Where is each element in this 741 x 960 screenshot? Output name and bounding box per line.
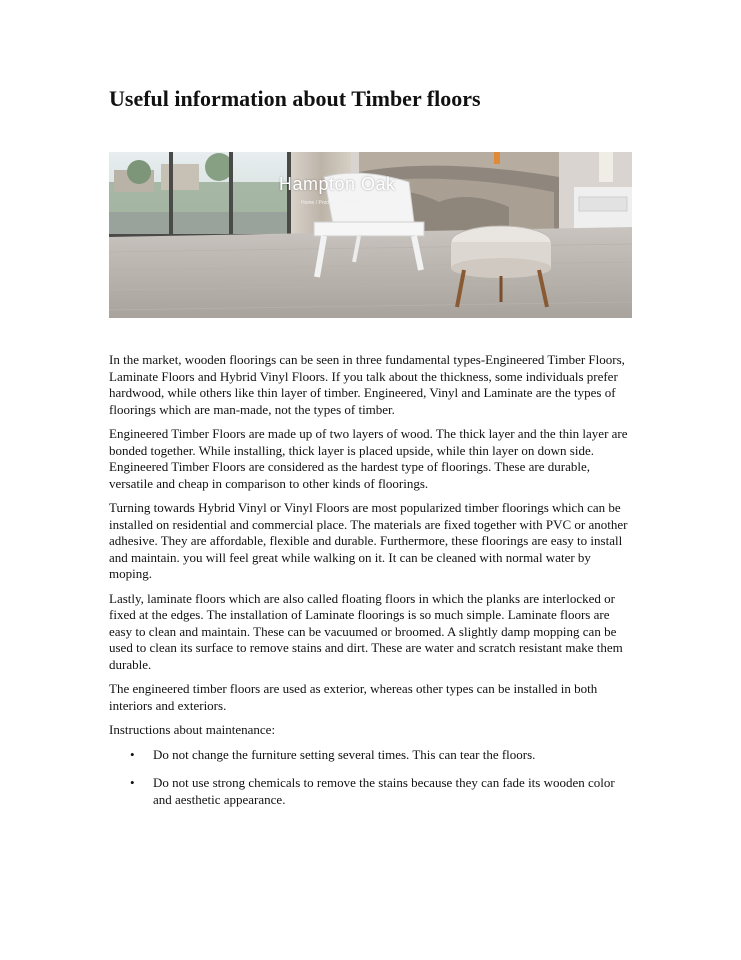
list-item-text: Do not change the furniture setting several times. This can tear the floors. xyxy=(153,746,536,762)
list-item xyxy=(109,747,629,764)
list-item xyxy=(109,775,629,808)
hero-title: Hampton Oak xyxy=(279,174,396,194)
paragraph: In the market, wooden floorings can be seen in three fundamental types-Engineered Timber Floors, Laminate Floors and Hybrid Vinyl Floors. If you talk about the thickness, some individuals prefer hardwood, while others like thin layer of timber. Engineered, Vinyl and Laminate are the types of floorings which are man-made, not the types of timber. xyxy=(109,352,625,417)
hero-image xyxy=(109,152,632,318)
list-item-text: Do not use strong chemicals to remove the stains because they can fade its wooden color and aesthetic appearance. xyxy=(153,775,615,807)
paragraph: Engineered Timber Floors are made up of two layers of wood. The thick layer and the thin layer are bonded together. While installing, thick layer is placed upside, while thin layer on down side. Engineered Timber Floors are considered as the hardest type of floorings. These are durable, versatile and cheap in comparison to other kinds of floorings. xyxy=(109,426,628,491)
body-text xyxy=(109,352,629,820)
hero-breadcrumb: Home / Products / Hampton Oak xyxy=(301,200,374,206)
paragraph: Instructions about maintenance: xyxy=(109,722,276,737)
paragraph: Lastly, laminate floors which are also called floating floors in which the planks are interlocked or fixed at the edges. The installation of Laminate floorings is so much simple. Laminate floors are easy to clean and maintain. These can be vacuumed or broomed. A slightly damp mopping can be used to clean its surface to remove stains and dirt. These are water and scratch resistant make them durable. xyxy=(109,590,623,672)
paragraph: The engineered timber floors are used as exterior, whereas other types can be installed in both interiors and exteriors. xyxy=(109,681,598,713)
bullet-icon: • xyxy=(130,775,135,790)
bullet-icon: • xyxy=(130,746,135,762)
document-title: Useful information about Timber floors xyxy=(109,86,481,111)
maintenance-list xyxy=(109,747,629,809)
paragraph: Turning towards Hybrid Vinyl or Vinyl Floors are most popularized timber floorings which can be installed on residential and commercial place. The materials are fixed together with PVC or another adhesive. They are affordable, flexible and durable. Furthermore, these floorings are easy to install and maintain. you will feel great while walking on it. It can be cleaned with normal water by moping. xyxy=(109,500,628,581)
